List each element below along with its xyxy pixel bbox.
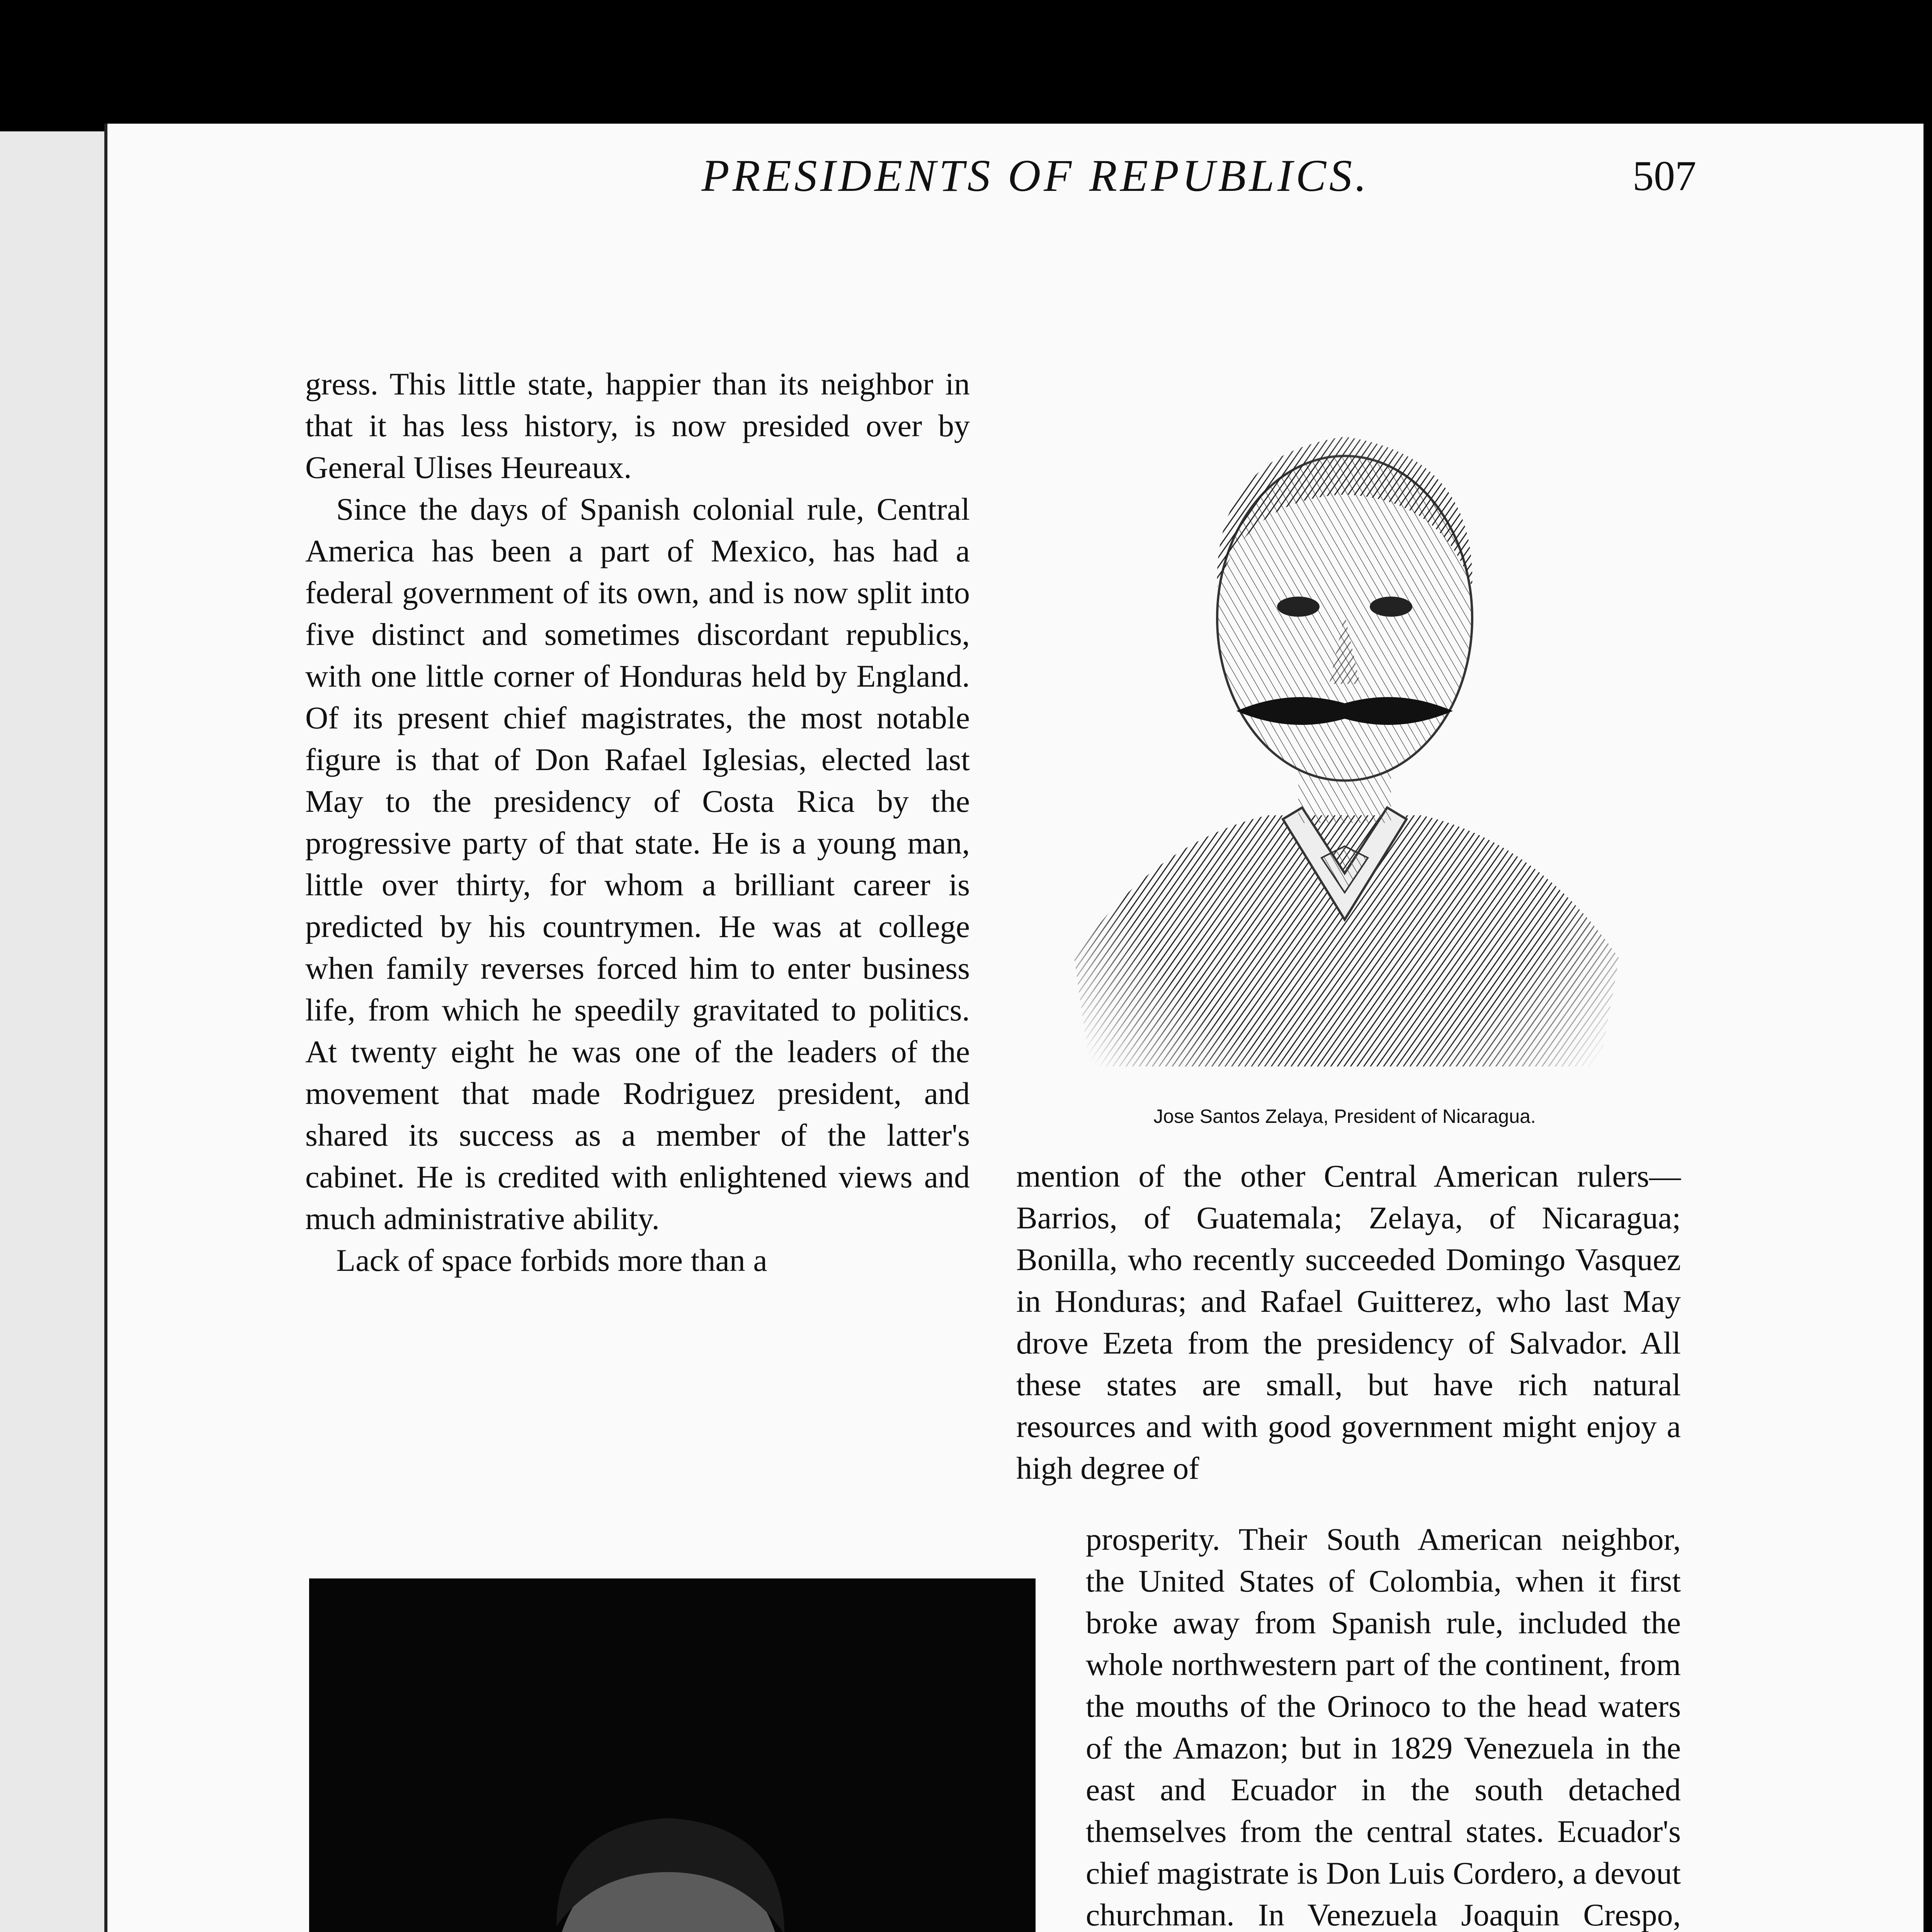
- left-column-text: [305, 363, 970, 1561]
- paragraph: prosperity. Their South American neighbor, the United States of Colombia, when it first broke away from Spanish rule, included the whole northwestern part of the continent, from the mouths of the Orinoco to the head waters of the Amazon; but in 1829 Venezuela in the east and Ecuador in the south detached themselves from the central states. Ecuador's chief magistrate is Don Luis Cordero, a devout churchman. In Venezuela Joaquin Crespo,: [1086, 1522, 1681, 1932]
- paragraph: mention of the other Central American rulers—Barrios, of Guatemala; Zelaya, of Nicaragua; Bonilla, who recently succeeded Domingo Vasquez in Honduras; and Rafael Guitterez, who last May drove Ezeta from the presidency of Salvador. All these states are small, but have rich natural resources and with good government might enjoy a high degree of: [1016, 1158, 1681, 1486]
- zelaya-caption: Jose Santos Zelaya, President of Nicaragua.: [1153, 1105, 1536, 1127]
- running-title: PRESIDENTS OF REPUBLICS.: [701, 150, 1370, 201]
- paragraph: gress. This little state, happier than its neighbor in that it has less history, is now presided over by General Ulises Heureaux.: [305, 366, 970, 485]
- zelaya-portrait-image: [1051, 371, 1638, 1086]
- barrios-portrait-image: [309, 1578, 1036, 1932]
- facing-page-edge: [0, 131, 108, 1932]
- paragraph: Since the days of Spanish colonial rule, Central America has been a part of Mexico, has had a federal government of its own, and is now split into five distinct and sometimes discordant republics, with one little corner of Honduras held by England. Of its present chief magistrates, the most notable figure is that of Don Rafael Iglesias, elected last May to the presidency of Costa Rica by the progressive party of that state. He is a young man, little over thirty, for whom a brilliant career is predicted by his countrymen. He was at college when family reverses forced him to enter business life, from which he speedily gravitated to politics. At twenty eight he was one of the leaders of the movement that made Rodriguez president, and shared its success as a member of the latter's cabinet. He is credited with enlightened views and much administrative ability.: [305, 492, 970, 1236]
- page-number: 507: [1633, 152, 1696, 199]
- paragraph: Lack of space forbids more than a: [336, 1243, 767, 1278]
- right-column-text-upper: [1016, 1155, 1681, 1519]
- right-column-text-lower: [1086, 1519, 1681, 1932]
